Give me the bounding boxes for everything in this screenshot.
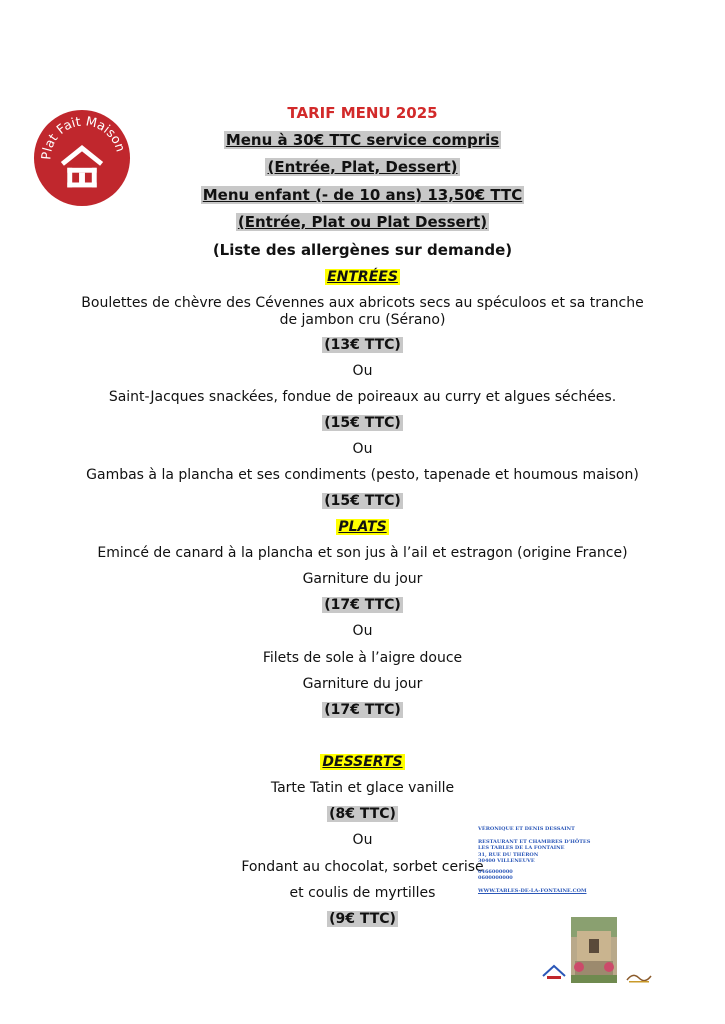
plat-item-1-side: Garniture du jour	[302, 571, 423, 587]
entree-item-1-price: (13€ TTC)	[324, 337, 401, 353]
small-logo-right	[625, 970, 653, 984]
card-city: 30400 VILLENEUVE	[478, 858, 535, 864]
entree-or-1: Ou	[352, 363, 373, 379]
svg-text:Plat Fait Maison: Plat Fait Maison	[39, 114, 128, 161]
plat-item-1: Emincé de canard à la plancha et son jus à l’ail et estragon (origine France)	[97, 545, 628, 561]
menu-title: TARIF MENU 2025	[287, 104, 438, 122]
dessert-item-2-line-2: et coulis de myrtilles	[289, 885, 436, 901]
entree-or-2: Ou	[352, 441, 373, 457]
dessert-item-1-price: (8€ TTC)	[329, 806, 396, 822]
menu-courses-line: (Entrée, Plat, Dessert)	[267, 158, 458, 176]
card-phone-1: 0466000000	[478, 868, 513, 875]
entree-item-2-price: (15€ TTC)	[324, 415, 401, 431]
plats-heading: PLATS	[338, 519, 387, 535]
business-card	[478, 826, 618, 894]
desserts-heading: DESSERTS	[322, 754, 403, 770]
card-phone-2: 0600000000	[478, 875, 513, 881]
entree-item-2: Saint-Jacques snackées, fondue de poireaux au curry et algues séchées.	[108, 389, 617, 405]
entree-item-1-line-2: de jambon cru (Sérano)	[279, 312, 446, 328]
fountain-photo	[571, 917, 617, 983]
card-street: 31, RUE DU THÉRON	[478, 851, 539, 858]
child-menu-line: Menu enfant (- de 10 ans) 13,50€ TTC	[202, 186, 523, 204]
allergens-line: (Liste des allergènes sur demande)	[212, 241, 513, 259]
card-names: VÉRONIQUE ET DENIS DESSAINT	[478, 826, 575, 832]
entree-item-1-line-1: Boulettes de chèvre des Cévennes aux abricots secs au spéculoos et sa tranche	[81, 295, 644, 311]
menu-price-line: Menu à 30€ TTC service compris	[225, 131, 500, 149]
entrees-heading: ENTRÉES	[327, 269, 398, 285]
small-logo-left	[541, 962, 567, 982]
dessert-item-2-line-1: Fondant au chocolat, sorbet cerise	[241, 859, 484, 875]
card-name: LES TABLES DE LA FONTAINE	[478, 845, 565, 851]
dessert-or-1: Ou	[352, 832, 373, 848]
plat-item-2: Filets de sole à l’aigre douce	[262, 650, 463, 666]
plat-item-1-price: (17€ TTC)	[324, 597, 401, 613]
entree-item-3-price: (15€ TTC)	[324, 493, 401, 509]
child-menu-courses-line: (Entrée, Plat ou Plat Dessert)	[237, 213, 488, 231]
dessert-item-2-price: (9€ TTC)	[329, 911, 396, 927]
entree-item-3: Gambas à la plancha et ses condiments (pesto, tapenade et houmous maison)	[86, 467, 639, 483]
card-website: WWW.TABLES-DE-LA-FONTAINE.COM	[478, 887, 587, 894]
plat-item-2-price: (17€ TTC)	[324, 702, 401, 718]
plat-or-1: Ou	[352, 623, 373, 639]
dessert-item-1: Tarte Tatin et glace vanille	[270, 780, 455, 796]
plat-item-2-side: Garniture du jour	[302, 676, 423, 692]
card-type: RESTAURANT ET CHAMBRES D'HÔTES	[478, 838, 591, 845]
